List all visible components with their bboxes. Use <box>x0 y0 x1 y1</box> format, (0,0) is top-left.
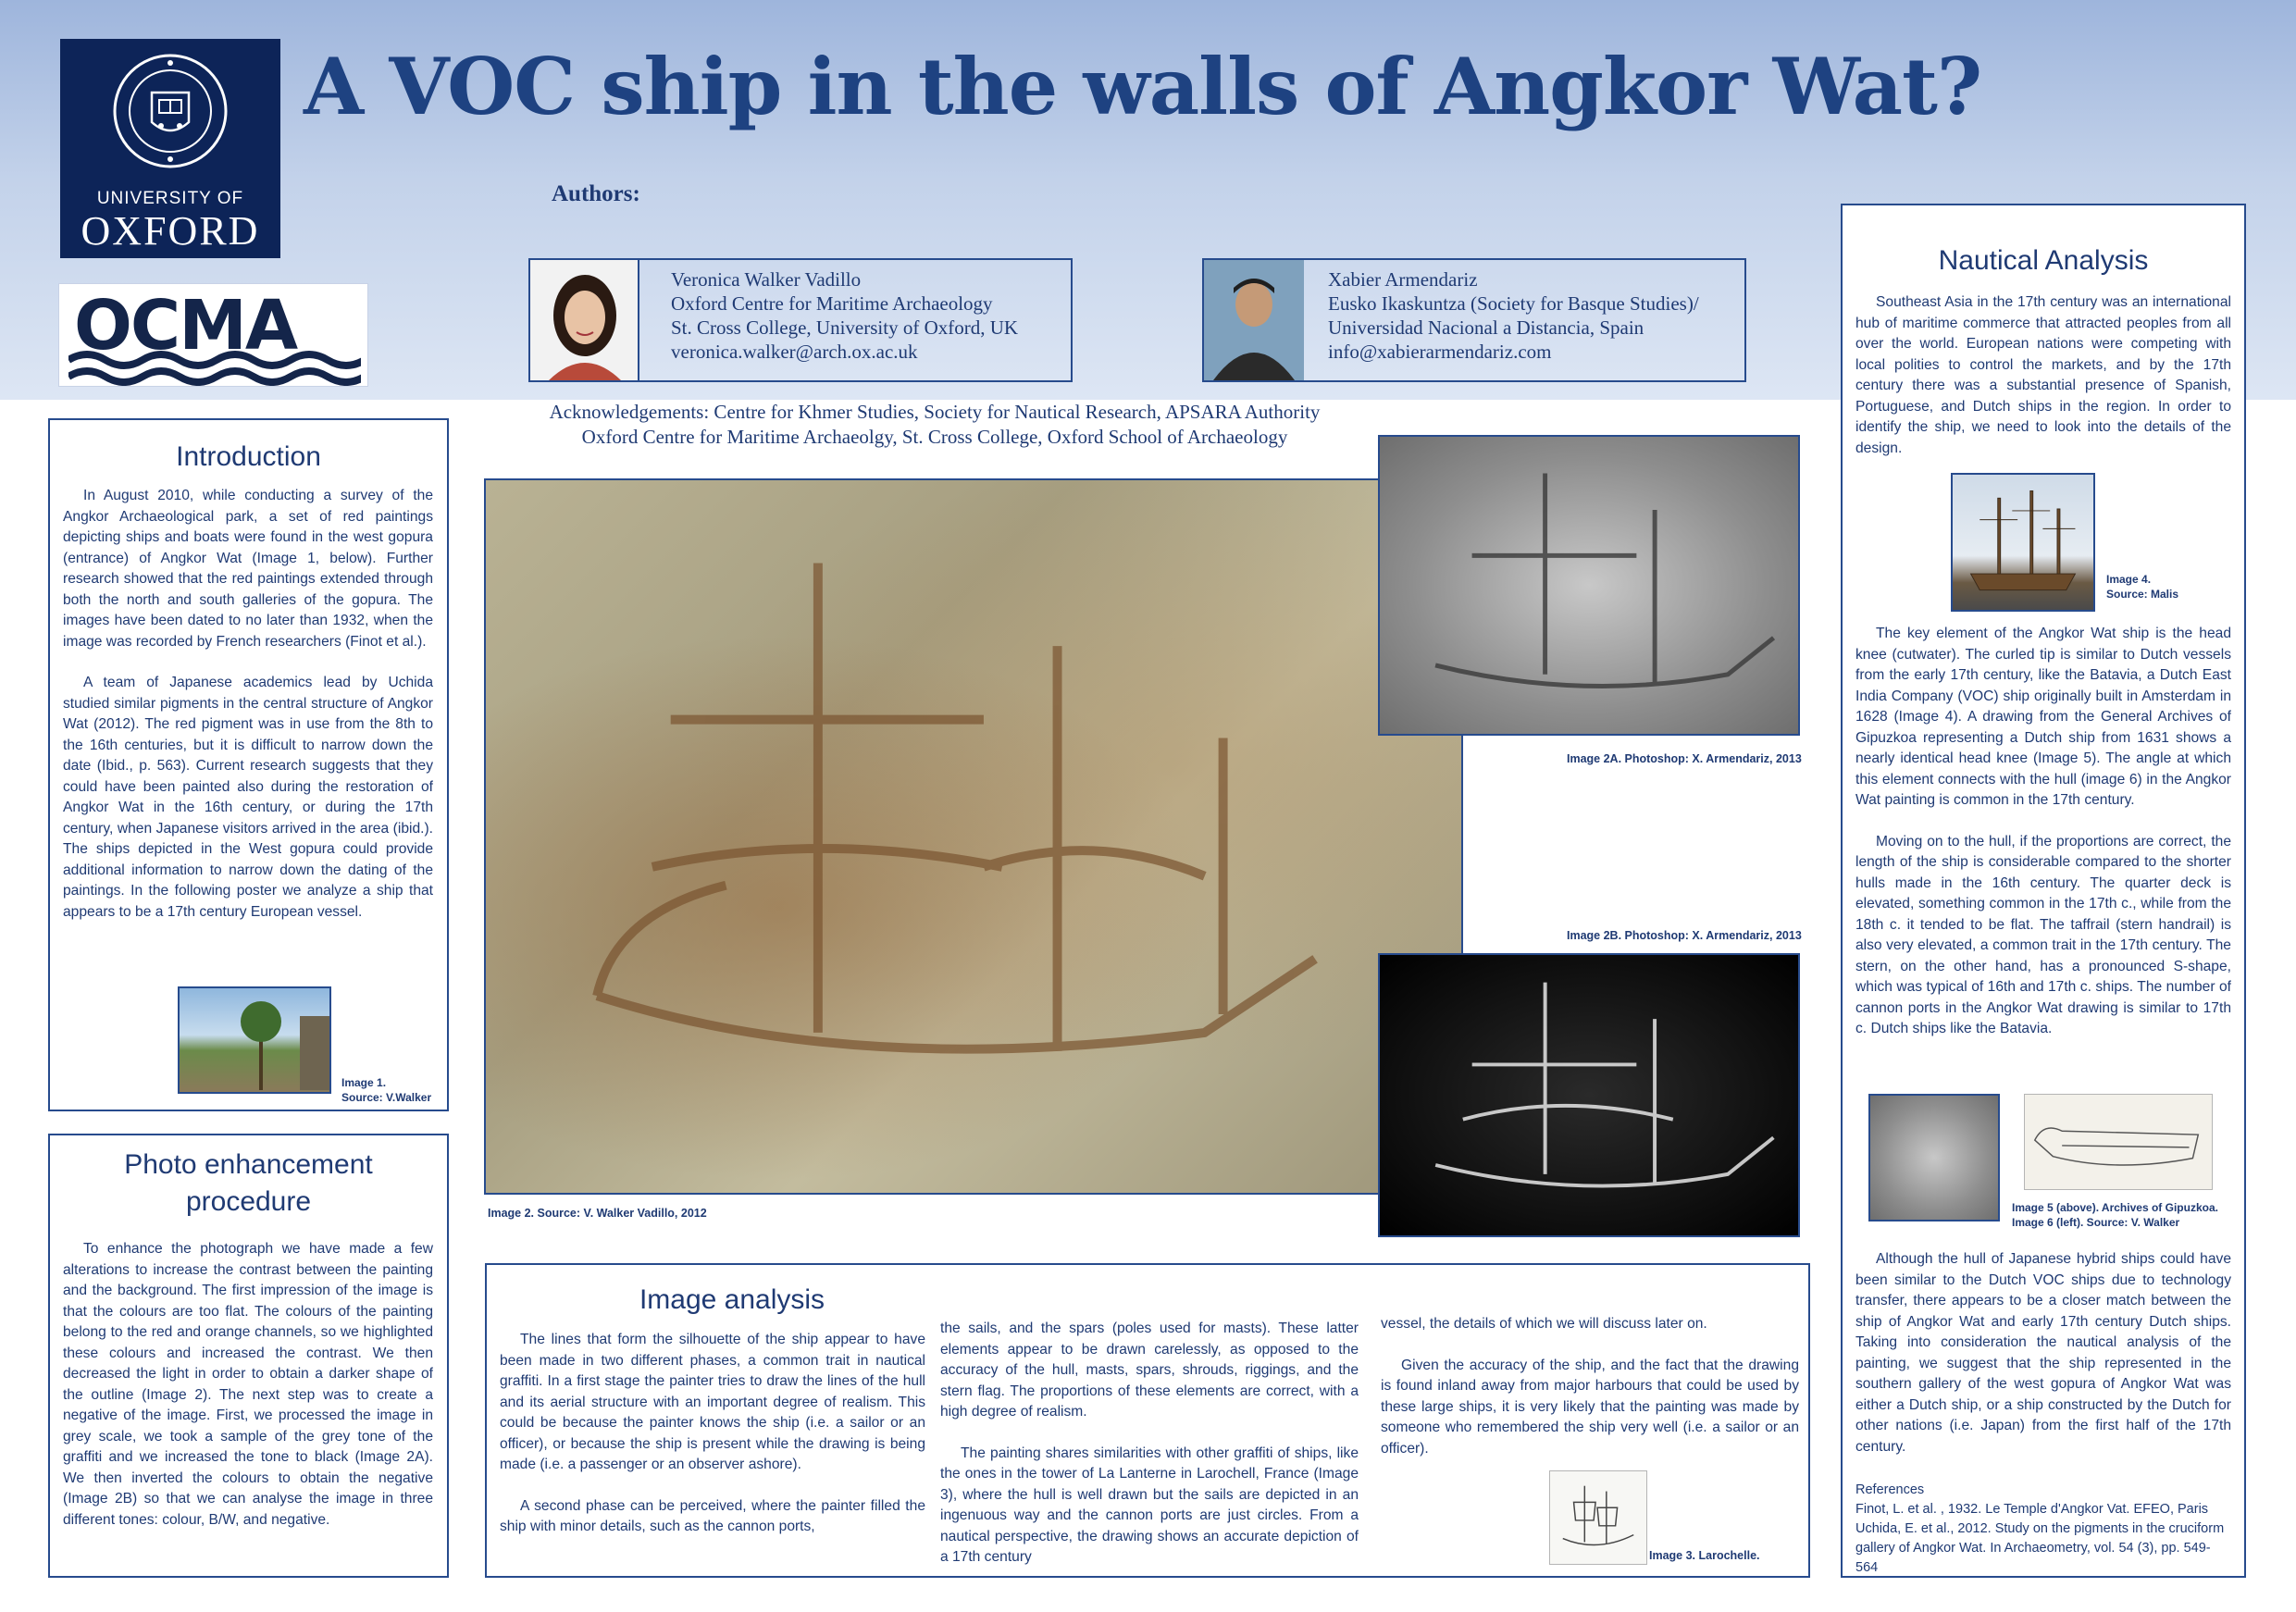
image-1-caption: Image 1. Source: V.Walker <box>341 1076 432 1104</box>
photo-enhancement-body: To enhance the photograph we have made a few alterations to increase the contrast between the painting and the background. The first impression of the image is that the colours are too flat. The colours of the painting belong to the red and orange channels, so we highlighted these colours and increased the contrast. We then decreased the light in order to obtain a darker shape of the outline (Image 2). The next step was to create a negative of the image. First, we processed the image in grey scale, we took a sample of the grey tone of the graffiti and we increased the tone to black (Image 2A). We then inverted the colours to obtain the negative (Image 2B) so that we can analyse the image in three different tones: colour, B/W, and negative. <box>63 1241 433 1528</box>
image-4-caption: Image 4. Source: Malis <box>2106 573 2179 601</box>
author-email[interactable]: info@xabierarmendariz.com <box>1328 341 1552 363</box>
references-title: References <box>1855 1482 1925 1497</box>
image-2a-photo <box>1378 435 1800 736</box>
ocma-wordmark: OCMA <box>74 286 297 366</box>
introduction-title: Introduction <box>176 441 321 472</box>
image-5-6-caption: Image 5 (above). Archives of Gipuzkoa. Image 6 (left). Source: V. Walker <box>2012 1201 2218 1229</box>
photo-enhancement-title: Photo enhancement procedure <box>124 1149 373 1217</box>
photo-enhancement-panel <box>48 1134 449 1578</box>
image-analysis-column-1: The lines that form the silhouette of the ship appear to have been made in two different phases, a common trait in nautical graffiti. In a first stage the painter tries to draw the lines of the hull and its aerial structure with an important degree of realism. This could be because the painter knows the ship (i.e. a sailor or an officer), or because the ship is present while the drawing is being made (i.e. a passenger or an observer ashore). A second phase can be perceived, where the painter filled the ship with minor details, such as the cannon ports, <box>500 1332 925 1534</box>
batavia-ship-icon <box>1953 475 2093 610</box>
reference-1: Finot, L. et al. , 1932. Le Temple d'Angkor Vat. EFEO, Paris <box>1855 1502 2209 1517</box>
ocma-waves-icon <box>68 349 361 386</box>
image-2b-caption: Image 2B. Photoshop: X. Armendariz, 2013 <box>1567 929 1802 942</box>
intro-paragraph-2: A team of Japanese academics lead by Uchida studied similar pigments in the central structure of Angkor Wat (2012). The red pigment was in use from the 8th to the 16th centuries, but it is difficult to narrow down the date (Ibid., p. 563). Current research suggests that they could have been painted also during the restoration of Angkor Wat in the 16th century, or during the 17th century, when Japanese visitors arrived in the area (ibid.). The ships depicted in the West gopura could provide additional information to narrow down the dating of the paintings. In the following poster we analyze a ship that appears to be a 17th century European vessel. <box>63 675 433 920</box>
poster-title: A VOC ship in the walls of Angkor Wat? <box>304 41 1982 132</box>
image-3-photo <box>1549 1470 1647 1565</box>
intro-paragraph-1: In August 2010, while conducting a survey of the Angkor Archaeological park, a set of red paintings depicting ships and boats were found in the west gopura (entrance) of Angkor Wat (Image 1, below). Further research showed that the red paintings extended through both the north and south galleries of the gopura. The images have been dated to no later than 1932, when the image was recorded by French researchers (Finot et al.). <box>63 488 433 650</box>
image-2-photo <box>484 478 1463 1195</box>
author-college: St. Cross College, University of Oxford, UK <box>671 316 1019 339</box>
author-affiliation: Eusko Ikaskuntza (Society for Basque Studies)/ <box>1328 292 1699 315</box>
nautical-analysis-panel <box>1841 204 2246 1578</box>
image-analysis-column-3: vessel, the details of which we will discuss later on. Given the accuracy of the ship, and the fact that the drawing is found inland away from major harbours that could be used by these large ships, it is very likely that the painting was made by someone who remembered the ship very well (i.e. a sailor or an officer). <box>1381 1316 1799 1457</box>
image-5-photo <box>2024 1094 2213 1190</box>
image-2-caption: Image 2. Source: V. Walker Vadillo, 2012 <box>488 1207 707 1220</box>
reference-2: Uchida, E. et al., 2012. Study on the pigments in the cruciform gallery of Angkor Wat. In Archaeometry, vol. 54 (3), pp. 549-564 <box>1855 1521 2225 1575</box>
author-photo-armendariz <box>1204 260 1304 380</box>
image-1-photo <box>178 986 331 1094</box>
portrait-icon <box>530 260 639 380</box>
author-affiliation: Oxford Centre for Maritime Archaeology <box>671 292 993 315</box>
nautical-analysis-title: Nautical Analysis <box>1938 245 2149 276</box>
nautical-paragraphs-2-3: The key element of the Angkor Wat ship is the head knee (cutwater). The curled tip is similar to Dutch vessels from the early 17th century, like the Batavia, a Dutch East India Company (VOC) ship originally built in Amsterdam in 1628 (Image 4). A drawing from the General Archives of Gipuzkoa representing a Dutch ship from 1631 shows a nearly identical head knee (Image 5). The angle at which this element connects with the hull (image 6) in the Angkor Wat painting is common in the 17th century. Moving on to the hull, if the proportions are correct, the length of the ship is considerable compared to the shorter hulls made in the 16th century. The quarter deck is elevated, something common in the 17th c., while from the 18th c. it tended to be flat. The taffrail (stern handrail) is also very elevated, a common trait in the 17th century. The stern, on the other hand, has a pronounced S-shape, which was typical of 16th and 17th c. ships. The number of cannon ports in the Angkor Wat drawing is similar to 17th c. Dutch ships like the Batavia. <box>1855 626 2231 1036</box>
author-name: Xabier Armendariz <box>1328 268 1478 291</box>
portrait-icon <box>1204 260 1304 380</box>
author-university: Universidad Nacional a Distancia, Spain <box>1328 316 1644 339</box>
image-6-photo <box>1868 1094 2000 1221</box>
ship-negative-icon <box>1380 955 1798 1235</box>
ack-line-1: Acknowledgements: Centre for Khmer Studies, Society for Nautical Research, APSARA Authority <box>549 401 1321 423</box>
author-email[interactable]: veronica.walker@arch.ox.ac.uk <box>671 341 918 363</box>
references <box>1855 1481 2231 1578</box>
image-4-photo <box>1951 473 2095 612</box>
introduction-panel <box>48 418 449 1111</box>
author-card-armendariz <box>1202 258 1746 382</box>
image-3-caption: Image 3. Larochelle. <box>1649 1549 1760 1562</box>
image-2a-caption: Image 2A. Photoshop: X. Armendariz, 2013 <box>1567 752 1802 765</box>
nautical-paragraph-1: Southeast Asia in the 17th century was an international hub of maritime commerce that attracted peoples from all over the world. European nations were competing with local polities to control the markets, and by the 17th century there was a substantial presence of Spanish, Portuguese, and Dutch ships in the region. In order to identify the ship, we need to look into the details of the design. <box>1855 294 2231 456</box>
author-photo-walker <box>530 260 639 380</box>
author-info-walker <box>671 267 1018 364</box>
oxford-crest-icon <box>109 50 231 172</box>
palm-tree-icon <box>180 988 331 1094</box>
ship-grayscale-icon <box>1380 437 1798 734</box>
oxford-wordmark-line2: OXFORD <box>81 208 260 254</box>
author-card-walker <box>528 258 1073 382</box>
ack-line-2: Oxford Centre for Maritime Archaeolgy, St. Cross College, Oxford School of Archaeology <box>581 426 1288 448</box>
dutch-ship-drawing-icon <box>2025 1095 2212 1189</box>
oxford-wordmark-line1: UNIVERSITY OF <box>96 189 244 208</box>
introduction-body <box>63 486 433 943</box>
image-2b-photo <box>1378 953 1800 1237</box>
ocma-logo <box>58 283 368 387</box>
image-analysis-title: Image analysis <box>639 1284 825 1315</box>
author-name: Veronica Walker Vadillo <box>671 268 862 291</box>
image-analysis-column-2: the sails, and the spars (poles used for masts). These latter elements appear to be drawn carelessly, as opposed to the accuracy of the hull, masts, spars, shrouds, riggings, and the stern flag. The proportions of these elements are correct, with a high degree of realism. The painting shares similarities with other graffiti of ships, like the ones in the tower of La Lanterne in Larochell, France (Image 3), where the hull is well drawn but the sails are depicted in an ingenuous way and the cannon ports are just circles. From a nautical perspective, the drawing shows an accurate depiction of a 17th century <box>940 1321 1359 1565</box>
acknowledgements <box>463 400 1407 450</box>
oxford-logo <box>60 39 280 258</box>
image-analysis-panel <box>485 1263 1810 1578</box>
author-info-armendariz <box>1328 267 1699 364</box>
ship-sketch-icon <box>1550 1471 1646 1564</box>
nautical-paragraph-4: Although the hull of Japanese hybrid ships could have been similar to the Dutch VOC ships due to technology transfer, there appears to be a closer match between the ship of Angkor Wat and early 17th century Dutch ships. Taking into consideration the nautical analysis of the painting, we suggest that the ship represented in the southern gallery of the west gopura of Angkor Wat was either a Dutch ship, or a ship constructed by the Dutch for other nations (i.e. Japan) from the first half of the 17th century. <box>1855 1251 2231 1455</box>
authors-label: Authors: <box>552 181 640 206</box>
ship-painting-icon <box>486 480 1461 1193</box>
